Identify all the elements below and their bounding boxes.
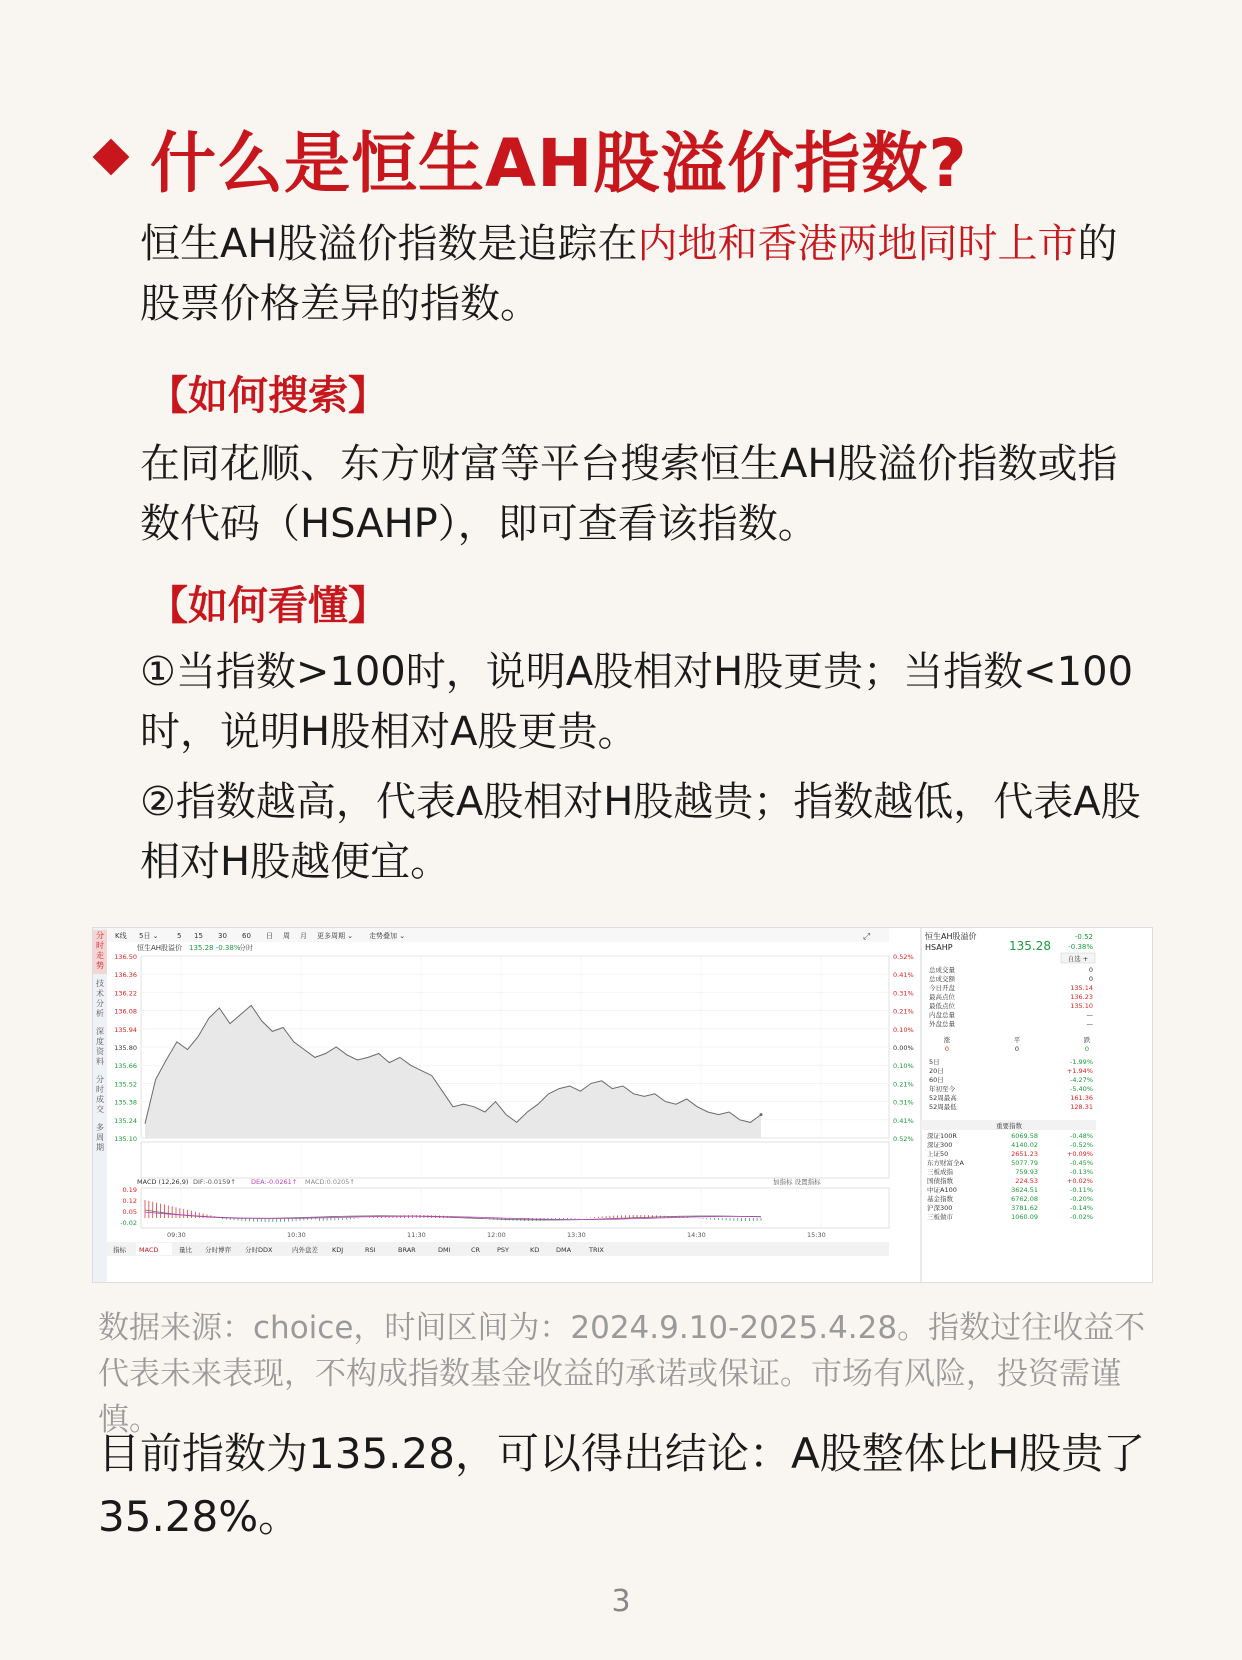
time-tick-label: 13:30 (567, 1231, 586, 1239)
index-name[interactable]: 上证50 (927, 1150, 949, 1158)
macd-dea: DEA:-0.0261↑ (251, 1178, 298, 1186)
toolbar-item[interactable]: 月 (300, 932, 307, 940)
panel-change: -0.52 (1074, 933, 1093, 941)
bottom-tab[interactable]: 分时博弈 (205, 1246, 231, 1254)
index-value: 6762.08 (1011, 1195, 1038, 1203)
stock-app-screenshot (92, 927, 1153, 1283)
pct-tick-label: 0.00% (893, 1044, 914, 1052)
index-name[interactable]: 沪深300 (927, 1204, 953, 1212)
bottom-tab[interactable]: MACD (139, 1246, 159, 1254)
pct-tick-label: 0.21% (893, 1007, 914, 1016)
index-value: 5077.79 (1011, 1159, 1038, 1167)
sidebar-tab-char[interactable]: 料 (96, 1057, 104, 1066)
breadth-head: 涨 (943, 1036, 951, 1044)
sidebar-tab-char[interactable]: 技 (96, 979, 104, 988)
index-change: -0.11% (1070, 1186, 1093, 1194)
page-number: 3 (611, 1584, 631, 1619)
perf-value: -1.99% (1070, 1058, 1093, 1066)
chart-quote: 135.28 -0.38% (189, 944, 241, 952)
stat-label: 外盘总量 (929, 1020, 955, 1028)
stat-value: — (1086, 1011, 1093, 1019)
stat-value: 0 (1088, 966, 1093, 974)
index-value: 1060.09 (1011, 1213, 1038, 1221)
macd-label: MACD (12,26,9) (137, 1178, 189, 1186)
page-title: 什么是恒生AH股溢价指数? (150, 124, 968, 202)
index-change: +0.02% (1066, 1177, 1093, 1185)
chart-mode: 分时 (239, 944, 253, 952)
sidebar-tab-char[interactable]: 资 (96, 1047, 104, 1056)
macd-tick: 0.19 (122, 1186, 137, 1194)
intro-text-start: 恒生AH股溢价指数是追踪在 (140, 221, 638, 267)
price-tick-label: 136.36 (114, 971, 137, 980)
index-value: 3624.51 (1011, 1186, 1038, 1194)
pct-tick-label: 0.41% (893, 1116, 914, 1125)
time-tick-label: 14:30 (687, 1231, 706, 1239)
search-paragraph: 在同花顺、东方财富等平台搜索恒生AH股溢价指数或指数代码（HSAHP），即可查看该指数。 (140, 441, 1118, 547)
index-name[interactable]: 中证A100 (927, 1186, 957, 1194)
sidebar-tab-char[interactable]: 时 (96, 1085, 104, 1094)
intro-highlight: 内地和香港两地同时上市 (637, 221, 1078, 267)
index-name[interactable]: 深证300 (927, 1141, 953, 1149)
perf-label: 52周最高 (929, 1094, 957, 1102)
stat-label: 总成交额 (929, 975, 955, 983)
index-name[interactable]: 深证100R (927, 1132, 957, 1140)
bottom-tab[interactable]: CR (471, 1246, 481, 1254)
sidebar-tab-char[interactable]: 度 (96, 1037, 104, 1046)
index-name[interactable]: 三板做市 (927, 1213, 953, 1221)
breadth-value: 0 (1084, 1045, 1090, 1053)
toolbar-item[interactable]: 60 (242, 932, 251, 940)
chart-name: 恒生AH股溢价 (137, 944, 183, 952)
breadth-head: 平 (1013, 1036, 1021, 1044)
price-tick-label: 135.66 (114, 1062, 137, 1071)
sidebar-tab-char[interactable]: 交 (96, 1105, 104, 1114)
toolbar-item[interactable]: K线 (115, 932, 127, 940)
price-tick-label: 135.80 (114, 1044, 137, 1052)
sidebar-tab-char[interactable]: 期 (96, 1143, 104, 1152)
pct-tick-label: 0.31% (893, 1098, 914, 1107)
price-tick-label: 136.50 (114, 953, 137, 961)
breadth-value: 0 (944, 1045, 950, 1053)
index-value: 224.53 (1015, 1177, 1038, 1185)
bottom-tab[interactable]: 量比 (179, 1246, 192, 1254)
price-tick-label: 135.24 (114, 1116, 137, 1125)
watchlist-button-label[interactable]: 自选 + (1067, 955, 1089, 963)
price-tick-label: 136.22 (114, 989, 137, 998)
bottom-tab[interactable]: BRAR (398, 1246, 416, 1254)
sidebar-tab-char[interactable]: 深 (96, 1027, 104, 1036)
sidebar-tab-char[interactable]: 走 (96, 951, 104, 960)
price-tick-label: 135.38 (114, 1098, 137, 1107)
index-change: -0.45% (1070, 1159, 1093, 1167)
bottom-tab[interactable]: 指标 (113, 1246, 126, 1254)
bottom-tab[interactable]: KD (530, 1246, 540, 1254)
macd-tick: -0.02 (120, 1219, 137, 1227)
pct-tick-label: 0.10% (893, 1062, 914, 1071)
index-change: -0.14% (1070, 1204, 1093, 1212)
expand-icon[interactable]: ⤢ (863, 932, 871, 942)
sidebar-tab-char[interactable]: 术 (96, 989, 104, 998)
sidebar-tab-char[interactable]: 分 (96, 999, 104, 1008)
stat-label: 内盘总量 (929, 1011, 955, 1019)
time-tick-label: 12:00 (487, 1231, 506, 1239)
stat-label: 总成交量 (929, 966, 955, 974)
toolbar-item[interactable]: 15 (194, 932, 203, 940)
macd-dif: DIF:-0.0159↑ (193, 1178, 236, 1186)
read-heading: 【如何看懂】 (148, 583, 388, 629)
time-tick-label: 09:30 (167, 1231, 186, 1239)
panel-price: 135.28 (1009, 939, 1051, 953)
toolbar-item[interactable]: 走势叠加 ⌄ (369, 932, 406, 940)
perf-value: 128.31 (1070, 1103, 1093, 1111)
index-change: -0.02% (1070, 1213, 1093, 1221)
bottom-tab[interactable]: KDJ (332, 1246, 344, 1254)
index-change: +0.09% (1066, 1150, 1093, 1158)
toolbar-item[interactable]: 30 (218, 932, 227, 940)
pct-tick-label: 0.21% (893, 1080, 914, 1089)
perf-label: 5日 (929, 1058, 940, 1066)
index-change: -0.52% (1070, 1141, 1093, 1149)
macd-tools[interactable]: 加指标 设置指标 (773, 1178, 821, 1186)
source-note: 数据来源：choice，时间区间为：2024.9.10-2025.4.28。指数过往收益不代表未来表现，不构成指数基金收益的承诺或保证。市场有风险，投资需谨慎。 (98, 1310, 1146, 1438)
sidebar-tab-char[interactable]: 分 (96, 1075, 104, 1084)
bottom-tab[interactable]: PSY (497, 1246, 510, 1254)
sidebar-tab-char[interactable]: 势 (96, 961, 104, 970)
macd-panel (141, 1188, 889, 1228)
perf-label: 52周最低 (929, 1103, 957, 1111)
macd-value: MACD:0.0205↑ (305, 1178, 355, 1186)
index-value: 6069.58 (1011, 1132, 1038, 1140)
index-value: 4140.02 (1011, 1141, 1038, 1149)
search-heading: 【如何搜索】 (148, 373, 388, 419)
panel-code: HSAHP (925, 943, 953, 952)
index-value: 759.93 (1015, 1168, 1038, 1176)
bottom-tab[interactable]: TRIX (589, 1246, 604, 1254)
time-tick-label: 10:30 (287, 1231, 306, 1239)
perf-label: 20日 (929, 1067, 944, 1075)
index-value: 3781.62 (1011, 1204, 1038, 1212)
read-point-2: ②指数越高，代表A股相对H股越贵；指数越低，代表A股相对H股越便宜。 (140, 779, 1141, 885)
intro-paragraph (140, 214, 1150, 334)
pct-tick-label: 0.10% (893, 1025, 914, 1034)
index-name[interactable]: 三板成指 (927, 1168, 953, 1176)
price-tick-label: 136.08 (114, 1007, 137, 1016)
stat-value: — (1086, 1020, 1093, 1028)
bottom-tab[interactable]: 内外盘差 (292, 1246, 318, 1254)
stock-chart-svg (93, 928, 1152, 1282)
stat-label: 最低点位 (929, 1002, 955, 1010)
index-name[interactable]: 国债指数 (927, 1177, 953, 1185)
sidebar-tab-char[interactable]: 成 (96, 1095, 104, 1104)
indices-header: 重要指数 (996, 1122, 1022, 1130)
price-tick-label: 135.10 (114, 1135, 137, 1143)
stat-label: 最高点位 (929, 993, 955, 1001)
index-change: -0.13% (1070, 1168, 1093, 1176)
toolbar-item[interactable]: 日 (266, 932, 273, 940)
volume-panel (141, 1142, 889, 1178)
perf-value: 161.36 (1070, 1094, 1093, 1102)
macd-tick: 0.12 (122, 1197, 137, 1205)
conclusion: 目前指数为135.28，可以得出结论：A股整体比H股贵了35.28%。 (98, 1429, 1146, 1541)
bottom-tab[interactable]: DMA (556, 1246, 572, 1254)
pct-tick-label: 0.52% (893, 953, 914, 961)
bottom-tab[interactable]: 分时DDX (245, 1246, 273, 1254)
toolbar-item[interactable]: 更多周期 ⌄ (317, 932, 354, 940)
pct-tick-label: 0.41% (893, 971, 914, 980)
pct-tick-label: 0.52% (893, 1135, 914, 1143)
stat-value: 136.23 (1070, 993, 1093, 1001)
breadth-value: 0 (1014, 1045, 1020, 1053)
sidebar-tab-char[interactable]: 周 (96, 1133, 104, 1142)
bottom-tab[interactable]: RSI (365, 1246, 376, 1254)
toolbar-item[interactable]: 5日 ⌄ (139, 932, 159, 940)
macd-tick: 0.05 (122, 1208, 137, 1216)
index-value: 2651.23 (1011, 1150, 1038, 1158)
last-price-point (760, 1113, 763, 1116)
perf-value: -5.40% (1070, 1085, 1093, 1093)
index-name[interactable]: 基金指数 (927, 1195, 953, 1203)
pct-tick-label: 0.31% (893, 989, 914, 998)
title-row (92, 112, 968, 202)
index-change: -0.20% (1070, 1195, 1093, 1203)
sidebar-tab-char[interactable]: 多 (96, 1123, 104, 1132)
perf-value: +1.94% (1066, 1067, 1093, 1075)
time-tick-label: 15:30 (807, 1231, 826, 1239)
toolbar-item[interactable]: 周 (283, 932, 290, 940)
bottom-tab[interactable]: DMI (438, 1246, 451, 1254)
sidebar-tab-char[interactable]: 析 (96, 1009, 104, 1018)
panel-change-pct: -0.38% (1068, 943, 1093, 951)
price-tick-label: 135.52 (114, 1080, 137, 1089)
toolbar-item[interactable]: 5 (177, 932, 182, 940)
diamond-bullet-icon (93, 139, 130, 176)
sidebar-tab-char[interactable]: 分 (96, 931, 104, 940)
price-tick-label: 135.94 (114, 1025, 137, 1034)
index-name[interactable]: 东方财富全A (927, 1159, 964, 1167)
read-point-1: ①当指数>100时，说明A股相对H股更贵；当指数<100时，说明H股相对A股更贵。 (140, 649, 1134, 755)
perf-label: 年初至今 (929, 1085, 955, 1093)
stat-value: 135.10 (1070, 1002, 1093, 1010)
stat-label: 今日开盘 (929, 984, 955, 992)
stat-value: 135.14 (1070, 984, 1093, 992)
index-change: -0.48% (1070, 1132, 1093, 1140)
perf-label: 60日 (929, 1076, 944, 1084)
intro-text-end: 的股票价格差异的指数。 (140, 221, 1118, 327)
stat-value: 0 (1088, 975, 1093, 983)
sidebar-tab-char[interactable]: 时 (96, 941, 104, 950)
perf-value: -4.27% (1070, 1076, 1093, 1084)
breadth-head: 跌 (1083, 1036, 1091, 1044)
time-tick-label: 11:30 (407, 1231, 426, 1239)
panel-name: 恒生AH股溢价 (925, 932, 977, 941)
